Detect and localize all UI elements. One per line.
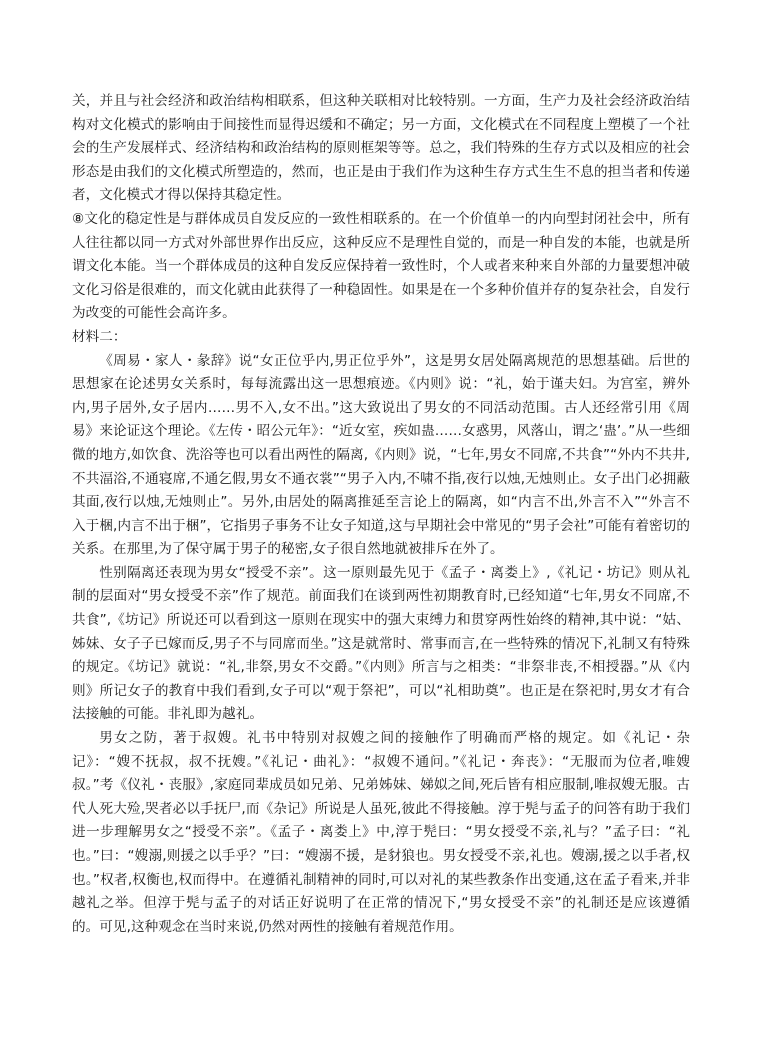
paragraph-no-touching: 性别隔离还表现为男女“授受不亲”。这一原则最先见于《孟子・离娄上》,《礼记・坊记》则从礼制的层面对“男女授受不亲”作了规范。前面我们在谈到两性初期教育时,已经知道“七年,男女不同席,不共食”,《坊记》所说还可以看到这一原则在现实中的强大束缚力和贯穿两性始终的精神,其中说：“姑、姊妹、女子子已嫁而反,男子不与同席而坐。”这是就常时、常事而言,在一些特殊的情况下,礼制又有特殊的规定。《坊记》就说：“礼,非祭,男女不交爵。”《内则》所言与之相类：“非祭非丧,不相授器。”从《内则》所记女子的教育中我们看到,女子可以“观于祭祀”，可以“礼相助奠”。也正是在祭祀时,男女才有合法接触的可能。非礼即为越礼。: [72, 564, 690, 723]
paragraph-sister-in-law: 男女之防，著于叔嫂。礼书中特别对叔嫂之间的接触作了明确而严格的规定。如《礼记・杂记》：“嫂不抚叔，叔不抚嫂。”《礼记・曲礼》：“叔嫂不通问。”《礼记・奔丧》：“无服而为位者,唯嫂叔。”考《仪礼・丧服》,家庭同辈成员如兄弟、兄弟姊妹、娣姒之间,死后皆有相应服制,唯叔嫂无服。古代人死大殓,哭者必以手抚尸,而《杂记》所说是人虽死,彼此不得接触。淳于髡与孟子的问答有助于我们进一步理解男女之“授受不亲”。《孟子・离娄上》中,淳于髡曰：“男女授受不亲,礼与？”孟子曰：“礼也。”曰：“嫂溺,则援之以手乎？”曰：“嫂溺不援，是豺狼也。男女授受不亲,礼也。嫂溺,援之以手者,权也。”权者,权衡也,权而得中。在遵循礼制精神的同时,可以对礼的某些教条作出变通,这在孟子看来,并非越礼之举。但淳于髡与孟子的对话正好说明了在正常的情况下,“男女授受不亲”的礼制还是应该遵循的。可见,这种观念在当时来说,仍然对两性的接触有着规范作用。: [72, 730, 690, 935]
section-heading-material-two: 材料二：: [72, 328, 127, 345]
paragraph-culture-stability: ⑧文化的稳定性是与群体成员自发反应的一致性相联系的。在一个价值单一的内向型封闭社会中，所有人往往都以同一方式对外部世界作出反应，这种反应不是理性自觉的，而是一种自发的本能，也就是所谓文化本能。当一个群体成员的这种自发反应保持着一致性时，个人或者来种来自外部的力量要想冲破文化习俗是很难的，而文化就由此获得了一种稳固性。如果是在一个多种价值并存的复杂社会，自发行为改变的可能性会高许多。: [72, 210, 690, 322]
paragraph-residence-separation: 《周易・家人・彖辞》说“女正位乎内,男正位乎外”，这是男女居处隔离规范的思想基础。后世的思想家在论述男女关系时，每每流露出这一思想痕迹。《内则》说：“礼，始于谨夫妇。为宫室，辨外内,男子居外,女子居内……男不入,女不出。”这大致说出了男女的不同活动范围。古人还经常引用《周易》来论证这个理论。《左传・昭公元年》：“近女室，疾如蛊……女惑男，风落山，谓之‘蛊’。”从一些细微的地方,如饮食、洗浴等也可以看出两性的隔离,《内则》说，“七年,男女不同席,不共食”“外内不共井,不共湢浴,不通寝席,不通乞假,男女不通衣裳”“男子入内,不啸不指,夜行以烛,无烛则止。女子出门必拥蔽其面,夜行以烛,无烛则止”。另外,由居处的隔离推延至言论上的隔离，如“内言不出,外言不入”“外言不入于梱,内言不出于梱”，它指男子事务不让女子知道,这与早期社会中常见的“男子会社”可能有着密切的关系。在那里,为了保守属于男子的秘密,女子很自然地就被排斥在外了。: [72, 352, 690, 558]
document-body: [72, 90, 690, 939]
paragraph-culture-mode: 关，并且与社会经济和政治结构相联系，但这种关联相对比较特别。一方面，生产力及社会经济政治结构对文化模式的影响由于间接性而显得迟缓和不确定；另一方面，文化模式在不同程度上塑模了一个社会的生产发展样式、经济结构和政治结构的原则框架等等。总之，我们特殊的生存方式以及相应的社会形态是由我们的文化模式所塑造的，然而，也正是由于我们作为这种生存方式生生不息的担当者和传递者，文化模式才得以保持其稳定性。: [72, 93, 690, 204]
